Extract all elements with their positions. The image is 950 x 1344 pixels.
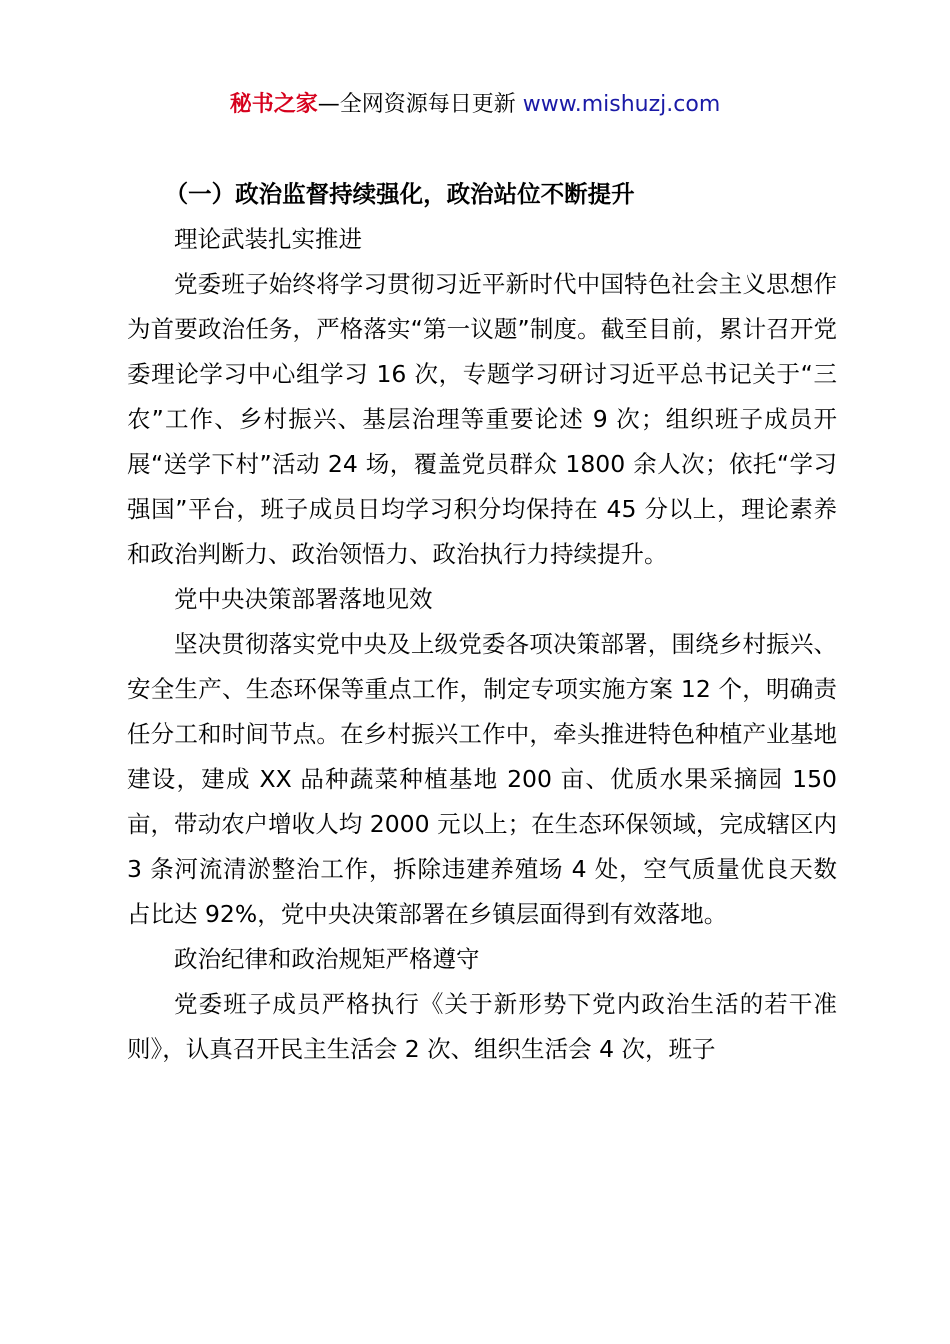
- section-heading: （一）政治监督持续强化，政治站位不断提升: [164, 180, 635, 208]
- paragraph-decisions: 坚决贯彻落实党中央及上级党委各项决策部署，围绕乡村振兴、安全生产、生态环保等重点工作，制定专项实施方案 12 个，明确责任分工和时间节点。在乡村振兴工作中，牵头推进特色种植产业基地建设，建成 XX 品种蔬菜种植基地 200 亩、优质水果采摘园 150 亩，带动农户增收人均 2000 元以上；在生态环保领域，完成辖区内 3 条河流清淤整治工作，拆除违建养殖场 4 处，空气质量优良天数占比达 92%，党中央决策部署在乡镇层面得到有效落地。: [127, 630, 837, 928]
- subheading-theory: 理论武装扎实推进: [174, 225, 362, 253]
- subheading-decisions: 党中央决策部署落地见效: [174, 585, 433, 613]
- site-header: [0, 88, 950, 122]
- site-url-link[interactable]: www.mishuzj.com: [522, 92, 721, 117]
- site-brand: 秘书之家: [229, 92, 318, 117]
- subheading-discipline: 政治纪律和政治规矩严格遵守: [174, 945, 480, 973]
- site-tagline: —全网资源每日更新: [317, 92, 523, 117]
- paragraph-theory: 党委班子始终将学习贯彻习近平新时代中国特色社会主义思想作为首要政治任务，严格落实“第一议题”制度。截至目前，累计召开党委理论学习中心组学习 16 次，专题学习研讨习近平总书记关于“三农”工作、乡村振兴、基层治理等重要论述 9 次；组织班子成员开展“送学下村”活动 24 场，覆盖党员群众 1800 余人次；依托“学习强国”平台，班子成员日均学习积分均保持在 45 分以上，理论素养和政治判断力、政治领悟力、政治执行力持续提升。: [127, 270, 837, 568]
- document-body: [127, 172, 837, 1072]
- paragraph-discipline: 党委班子成员严格执行《关于新形势下党内政治生活的若干准则》，认真召开民主生活会 2 次、组织生活会 4 次，班子: [127, 990, 837, 1063]
